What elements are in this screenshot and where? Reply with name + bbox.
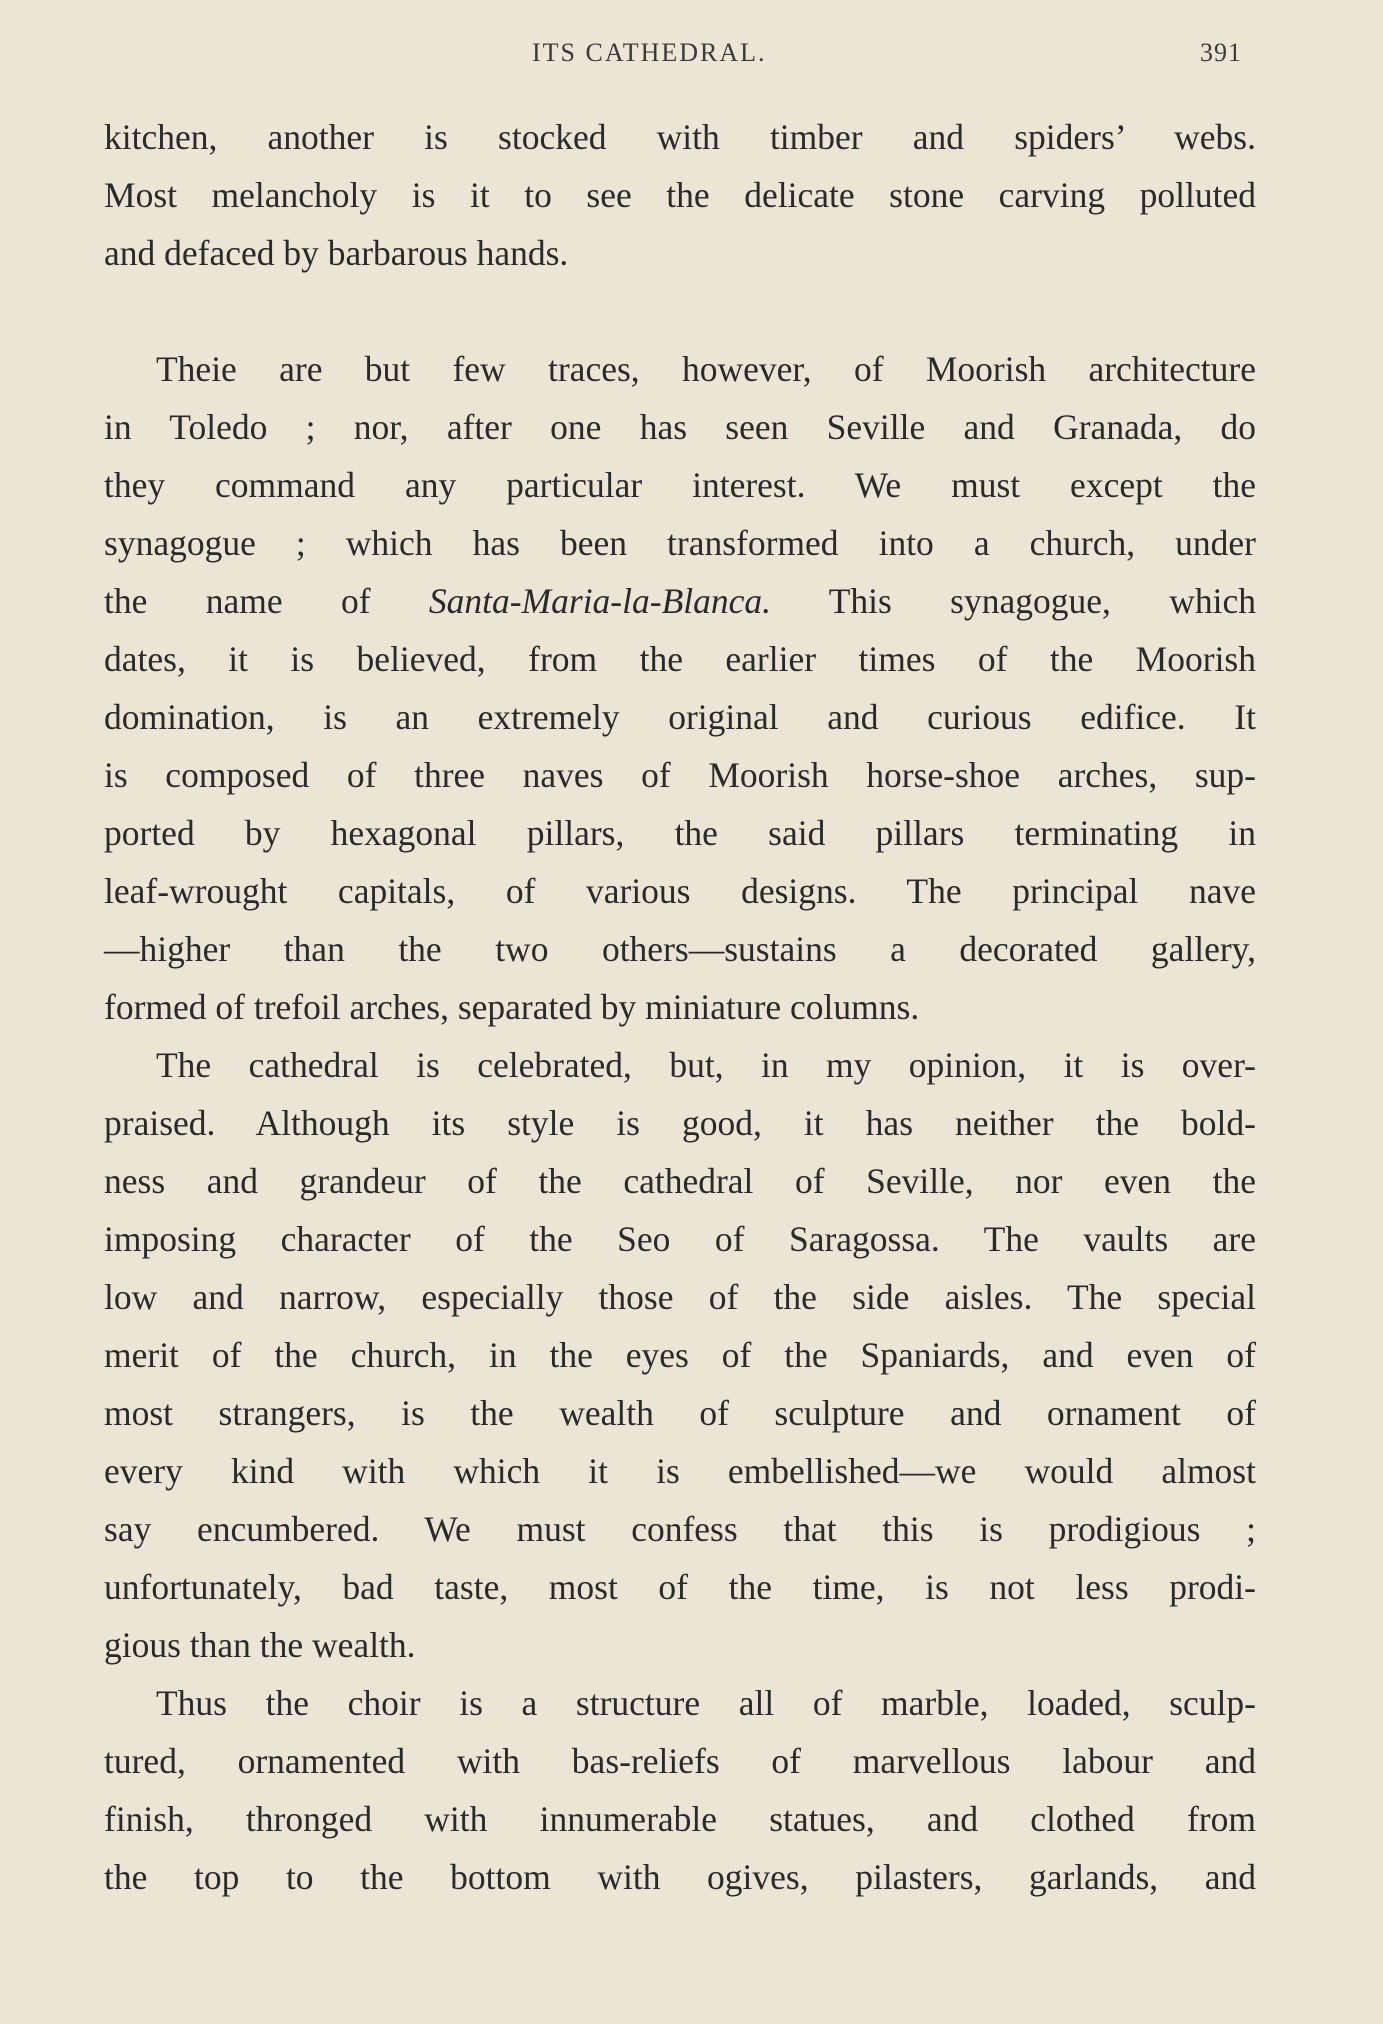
text-line: most strangers, is the wealth of sculpture and ornament of — [104, 1393, 1256, 1433]
text-line: finish, thronged with innumerable statues, and clothed from — [104, 1799, 1256, 1839]
text-line: domination, is an extremely original and curious edifice. It — [104, 697, 1256, 737]
text-line: Theie are but few traces, however, of Moorish architecture — [156, 349, 1256, 389]
text-line: ported by hexagonal pillars, the said pillars terminating in — [104, 813, 1256, 853]
text-line: unfortunately, bad taste, most of the time, is not less prodi- — [104, 1567, 1256, 1607]
text-line: kitchen, another is stocked with timber and spiders’ webs. — [104, 117, 1256, 157]
text-line: the top to the bottom with ogives, pilasters, garlands, and — [104, 1857, 1256, 1897]
text-line: synagogue ; which has been transformed into a church, under — [104, 523, 1256, 563]
text-line: in Toledo ; nor, after one has seen Seville and Granada, do — [104, 407, 1256, 447]
paragraph-4 — [104, 1674, 1256, 1906]
text-line: every kind with which it is embellished—we would almost — [104, 1451, 1256, 1491]
italic-church-name: Santa-Maria-la-Blanca. — [428, 581, 771, 621]
running-title: ITS CATHEDRAL. — [532, 38, 767, 67]
text-line: Most melancholy is it to see the delicate stone carving polluted — [104, 175, 1256, 215]
text-line-with-italic — [104, 572, 1256, 630]
paragraph-gap — [104, 282, 1256, 340]
text-line: —higher than the two others—sustains a decorated gallery, — [104, 929, 1256, 969]
text-line: low and narrow, especially those of the side aisles. The special — [104, 1277, 1256, 1317]
text-line: and defaced by barbarous hands. — [104, 233, 569, 273]
paragraph-3 — [104, 1036, 1256, 1674]
text-line: dates, it is believed, from the earlier times of the Moorish — [104, 639, 1256, 679]
text-line: leaf-wrought capitals, of various designs. The principal nave — [104, 871, 1256, 911]
text-line: merit of the church, in the eyes of the Spaniards, and even of — [104, 1335, 1256, 1375]
text-run: the name of — [104, 581, 429, 621]
text-line: they command any particular interest. We must except the — [104, 465, 1256, 505]
text-line: tured, ornamented with bas-reliefs of marvellous labour and — [104, 1741, 1256, 1781]
text-line: gious than the wealth. — [104, 1625, 416, 1665]
text-line: Thus the choir is a structure all of marble, loaded, sculp- — [156, 1683, 1256, 1723]
running-head — [0, 38, 1383, 78]
text-line: is composed of three naves of Moorish horse-shoe arches, sup- — [104, 755, 1256, 795]
body-text — [104, 108, 1256, 1906]
text-line: The cathedral is celebrated, but, in my opinion, it is over- — [156, 1045, 1256, 1085]
page-number: 391 — [1200, 38, 1242, 67]
text-line: praised. Although its style is good, it has neither the bold- — [104, 1103, 1256, 1143]
paragraph-1 — [104, 108, 1256, 282]
text-line: imposing character of the Seo of Saragossa. The vaults are — [104, 1219, 1256, 1259]
text-line: ness and grandeur of the cathedral of Seville, nor even the — [104, 1161, 1256, 1201]
text-run: This synagogue, which — [771, 581, 1256, 621]
text-line: formed of trefoil arches, separated by miniature columns. — [104, 987, 920, 1027]
text-line: say encumbered. We must confess that this is prodigious ; — [104, 1509, 1256, 1549]
paragraph-2 — [104, 340, 1256, 1036]
